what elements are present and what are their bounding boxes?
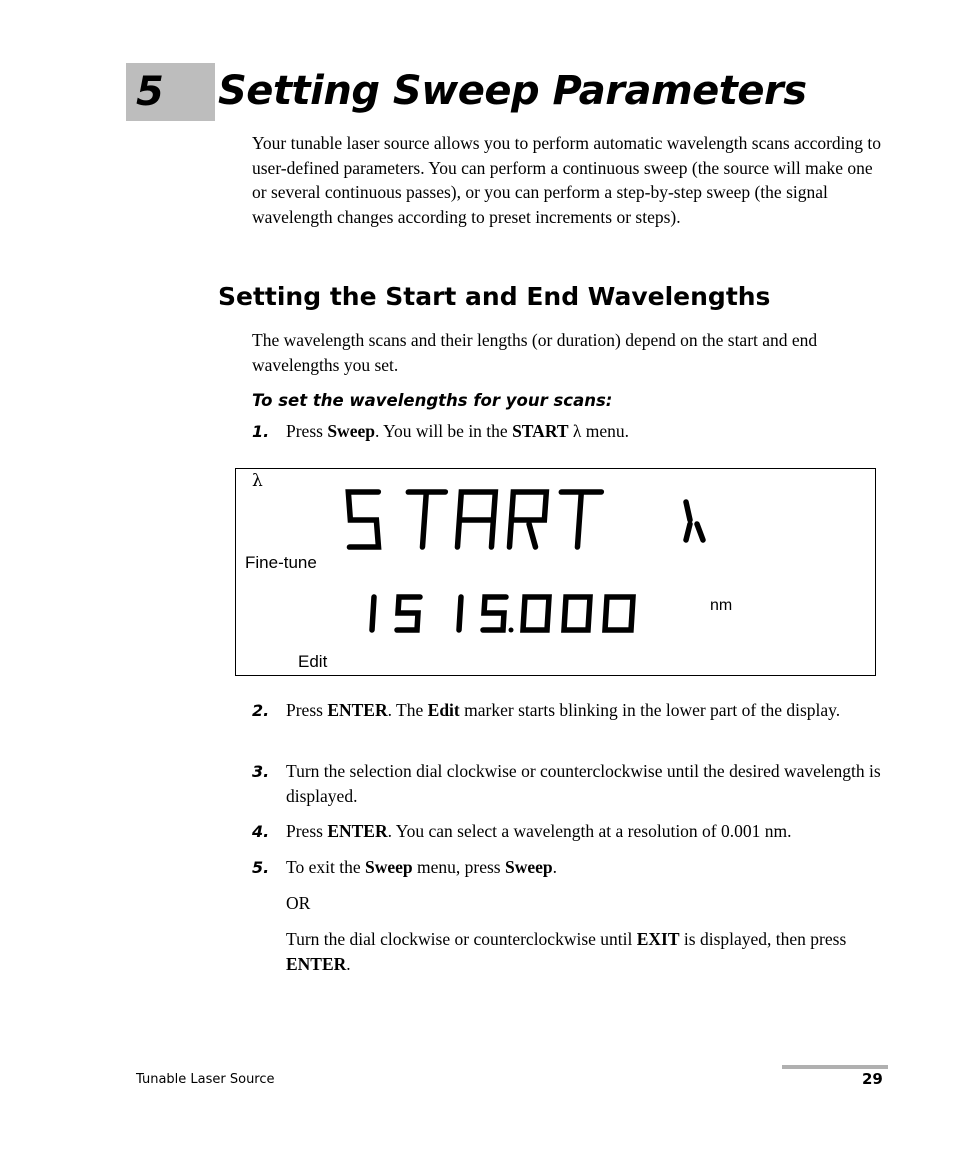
step-number: 2. — [252, 701, 270, 720]
step-number: 1. — [252, 422, 270, 441]
step-number: 3. — [252, 762, 270, 781]
intro-paragraph: Your tunable laser source allows you to perform automatic wavelength scans according to user-defined parameters. You can perform a continuous sweep (the source will make one or several continuous passes), or you can perform a step-by-step sweep (the signal wavelength changes according to preset increments or steps). — [252, 133, 882, 227]
procedure-heading: To set the wavelengths for your scans: — [252, 391, 613, 410]
lcd-top-text — [344, 492, 703, 547]
lcd-segments — [235, 468, 876, 676]
step-5-text: To exit the Sweep menu, press Sweep. — [286, 857, 557, 877]
footer-rule — [782, 1065, 888, 1069]
chapter-number: 5 — [136, 69, 164, 115]
step-2-text: Press ENTER. The Edit marker starts blinking in the lower part of the display. — [286, 700, 841, 720]
section-heading: Setting the Start and End Wavelengths — [218, 282, 771, 311]
footer-document-title: Tunable Laser Source — [136, 1072, 275, 1087]
step-4-text: Press ENTER. You can select a wavelength at a resolution of 0.001 nm. — [286, 821, 792, 841]
lambda-indicator: λ — [252, 471, 263, 491]
edit-label: Edit — [298, 652, 328, 671]
chapter-title: Setting Sweep Parameters — [218, 68, 807, 114]
unit-label: nm — [710, 597, 733, 614]
lcd-display — [235, 468, 876, 676]
page-number: 29 — [862, 1070, 883, 1088]
finetune-label: Fine-tune — [245, 553, 317, 572]
step-number: 5. — [252, 858, 270, 877]
step-3-text: Turn the selection dial clockwise or counterclockwise until the desired wavelength is displayed. — [286, 761, 881, 806]
step-5-or: OR — [286, 893, 311, 913]
step-1-text: Press Sweep. You will be in the START λ menu. — [286, 421, 630, 441]
step-number: 4. — [252, 822, 270, 841]
step-5-alternative: Turn the dial clockwise or counterclockwise until EXIT is displayed, then press ENTER. — [286, 929, 847, 974]
lcd-value — [372, 597, 633, 633]
section-intro: The wavelength scans and their lengths (or duration) depend on the start and end wavelengths you set. — [252, 330, 818, 375]
